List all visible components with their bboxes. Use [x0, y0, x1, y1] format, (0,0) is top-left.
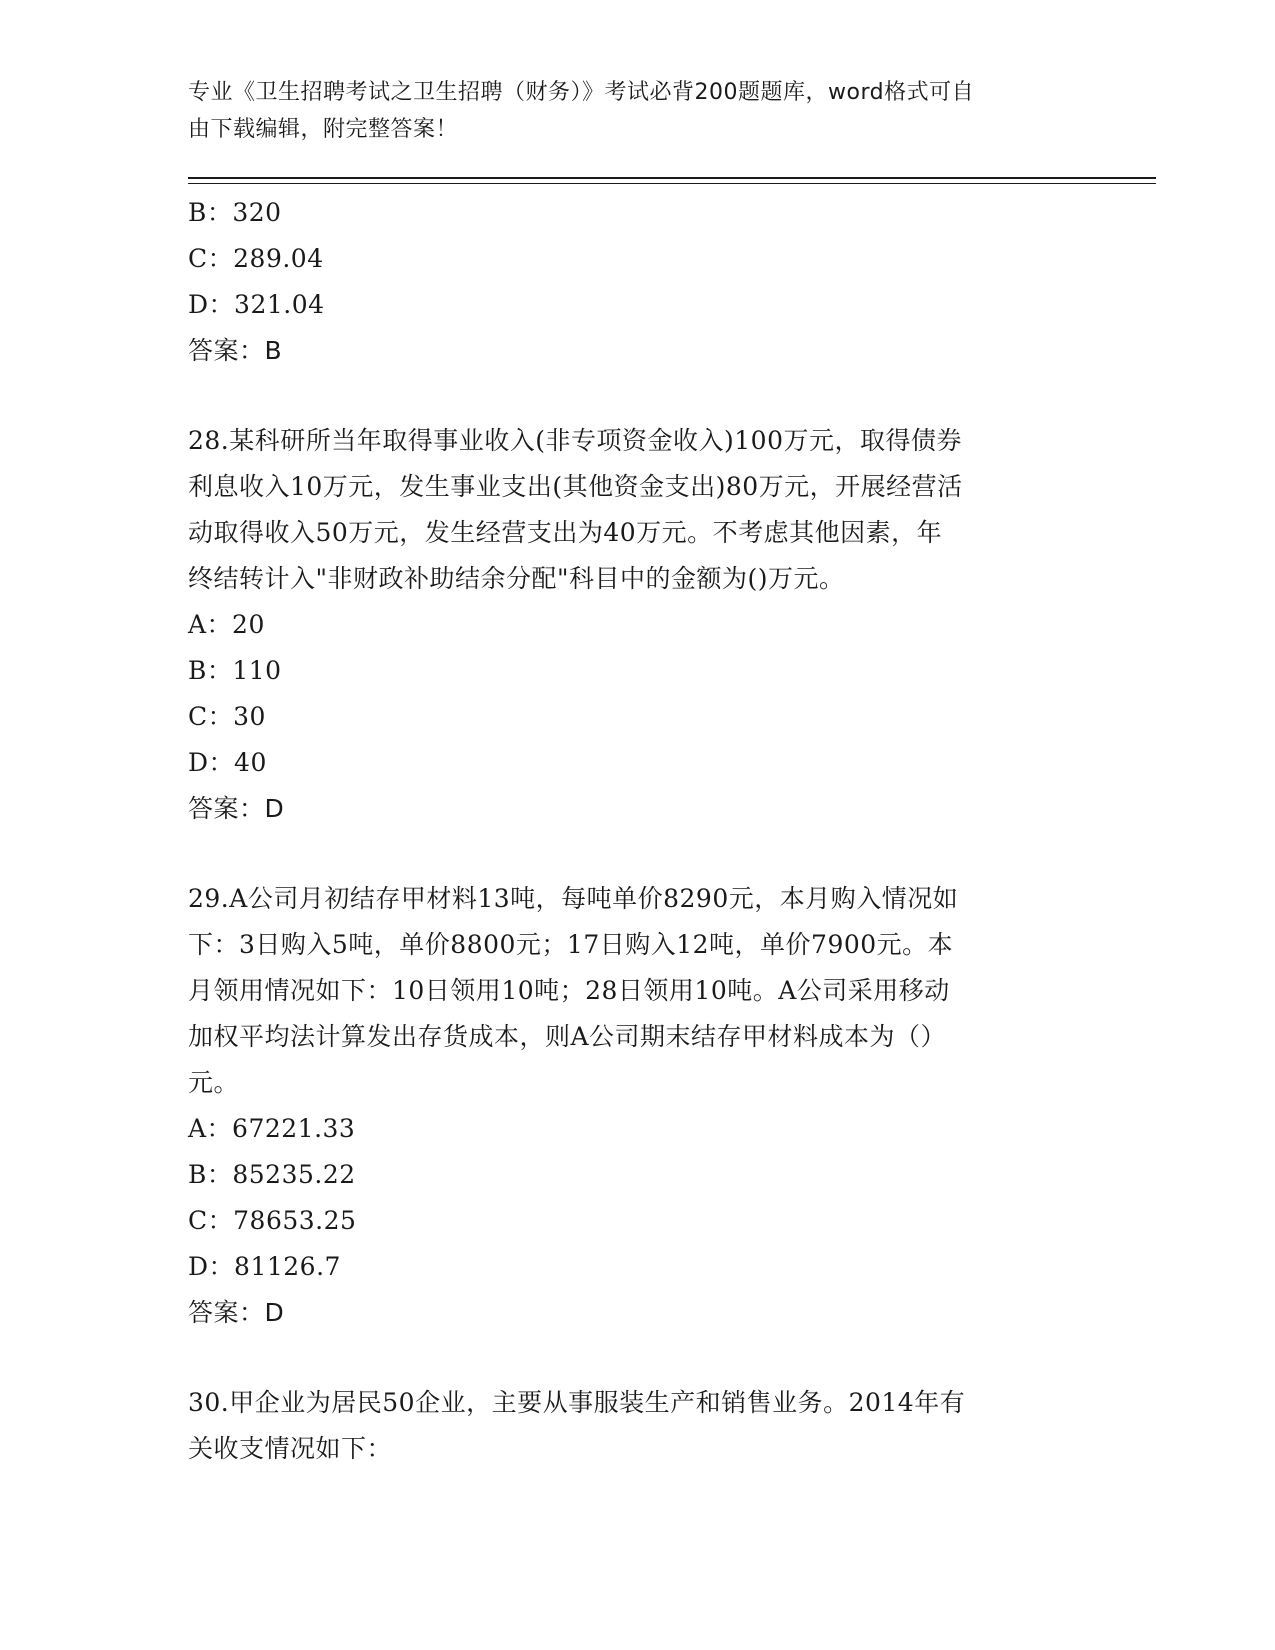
option-c: C：78653.25: [188, 1206, 357, 1235]
question-28: [188, 418, 1088, 832]
header-line-2: 由下载编辑，附完整答案！: [188, 117, 459, 142]
question-text-line: 利息收入10万元，发生事业支出(其他资金支出)80万元，开展经营活: [188, 472, 963, 501]
answer: 答案：D: [188, 1298, 285, 1327]
question-29: [188, 876, 1088, 1336]
header-divider-thick: [188, 177, 1156, 179]
option-b: B：320: [188, 198, 282, 227]
question-27: [188, 190, 1088, 374]
question-30: [188, 1380, 1088, 1472]
answer: 答案：B: [188, 336, 283, 365]
option-d: D：321.04: [188, 290, 325, 319]
question-text-line: 29.A公司月初结存甲材料13吨，每吨单价8290元，本月购入情况如: [188, 884, 959, 913]
option-a: A：20: [188, 610, 265, 639]
question-text-line: 月领用情况如下：10日领用10吨；28日领用10吨。A公司采用移动: [188, 976, 950, 1005]
question-text-line: 终结转计入"非财政补助结余分配"科目中的金额为()万元。: [188, 564, 845, 593]
option-c: C：289.04: [188, 244, 324, 273]
question-text-line: 动取得收入50万元，发生经营支出为40万元。不考虑其他因素，年: [188, 518, 943, 547]
question-text-line: 关收支情况如下：: [188, 1434, 393, 1463]
document-header: [188, 74, 1068, 148]
question-text-line: 下：3日购入5吨，单价8800元；17日购入12吨，单价7900元。本: [188, 930, 954, 959]
header-divider-thin: [188, 183, 1156, 184]
header-line-1: 专业《卫生招聘考试之卫生招聘（财务）》考试必背200题题库，word格式可自: [188, 80, 975, 105]
option-c: C：30: [188, 702, 266, 731]
question-text-line: 加权平均法计算发出存货成本，则A公司期末结存甲材料成本为（）: [188, 1022, 947, 1051]
option-b: B：110: [188, 656, 282, 685]
option-b: B：85235.22: [188, 1160, 356, 1189]
question-content: [188, 190, 1088, 1472]
question-text-line: 元。: [188, 1068, 240, 1097]
option-d: D：81126.7: [188, 1252, 341, 1281]
question-text-line: 28.某科研所当年取得事业收入(非专项资金收入)100万元，取得债券: [188, 426, 962, 455]
option-a: A：67221.33: [188, 1114, 356, 1143]
question-text-line: 30.甲企业为居民50企业，主要从事服装生产和销售业务。2014年有: [188, 1388, 966, 1417]
option-d: D：40: [188, 748, 267, 777]
answer: 答案：D: [188, 794, 285, 823]
